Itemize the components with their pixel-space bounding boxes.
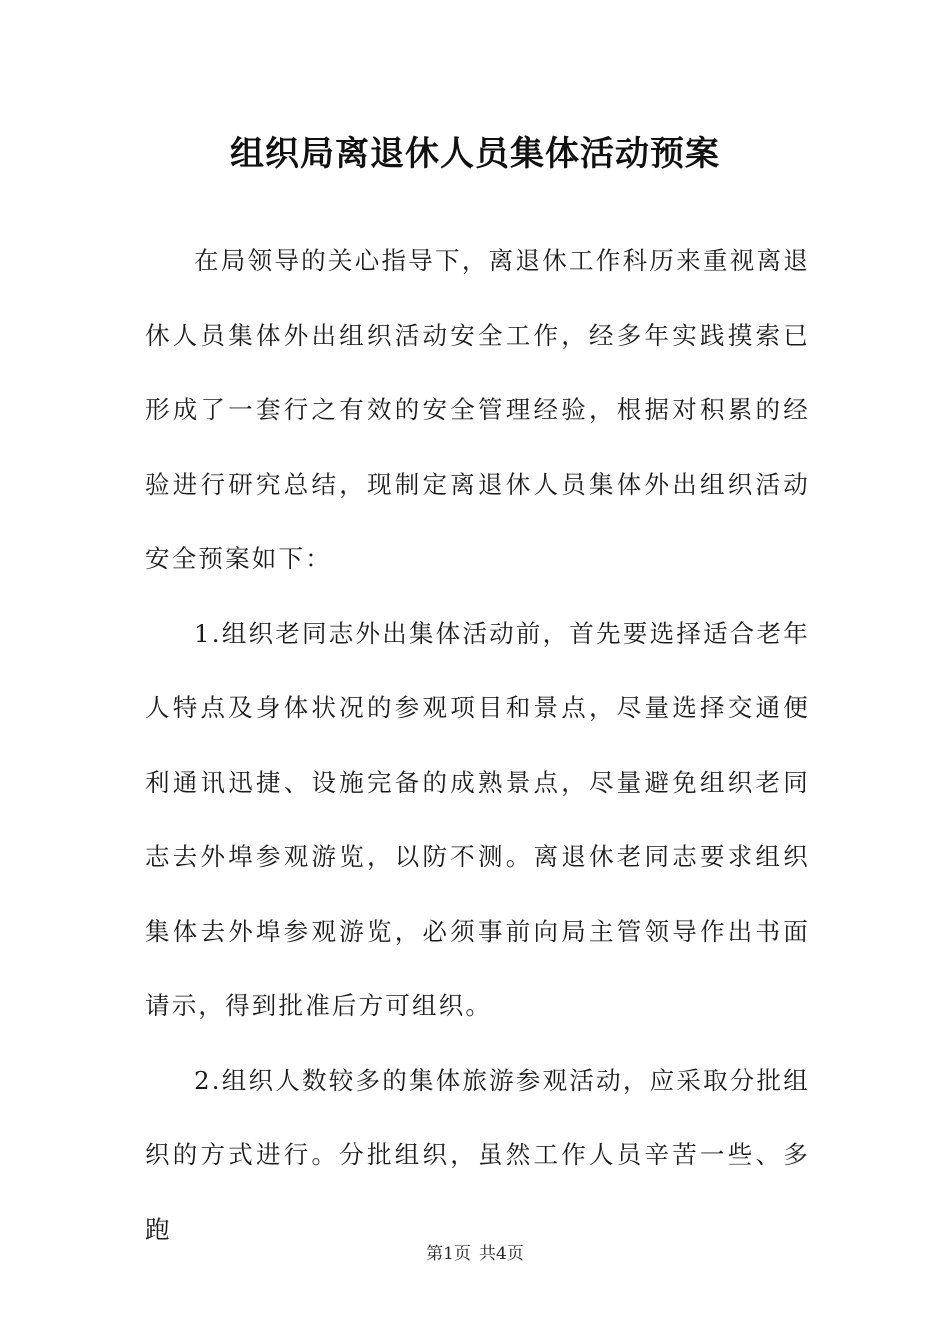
page-footer	[0, 1242, 950, 1266]
paragraph-intro: 在局领导的关心指导下，离退休工作科历来重视离退休人员集体外出组织活动安全工作，经多年实践摸索已形成了一套行之有效的安全管理经验，根据对积累的经验进行研究总结，现制定离退休人员集体外出组织活动安全预案如下：	[145, 246, 810, 573]
page-total: 共4页	[479, 1244, 524, 1264]
paragraph-item-2: 2.组织人数较多的集体旅游参观活动，应采取分批组织的方式进行。分批组织，虽然工作人员辛苦一些、多跑	[145, 1065, 810, 1244]
document-body	[145, 224, 810, 1267]
page-number: 第1页	[426, 1244, 471, 1264]
document-title: 组织局离退休人员集体活动预案	[230, 134, 720, 174]
paragraph-item-1: 1.组织老同志外出集体活动前，首先要选择适合老年人特点及身体状况的参观项目和景点，尽量选择交通便利通讯迅捷、设施完备的成熟景点，尽量避免组织老同志去外埠参观游览，以防不测。离退休老同志要求组织集体去外埠参观游览，必须事前向局主管领导作出书面请示，得到批准后方可组织。	[145, 618, 810, 1020]
